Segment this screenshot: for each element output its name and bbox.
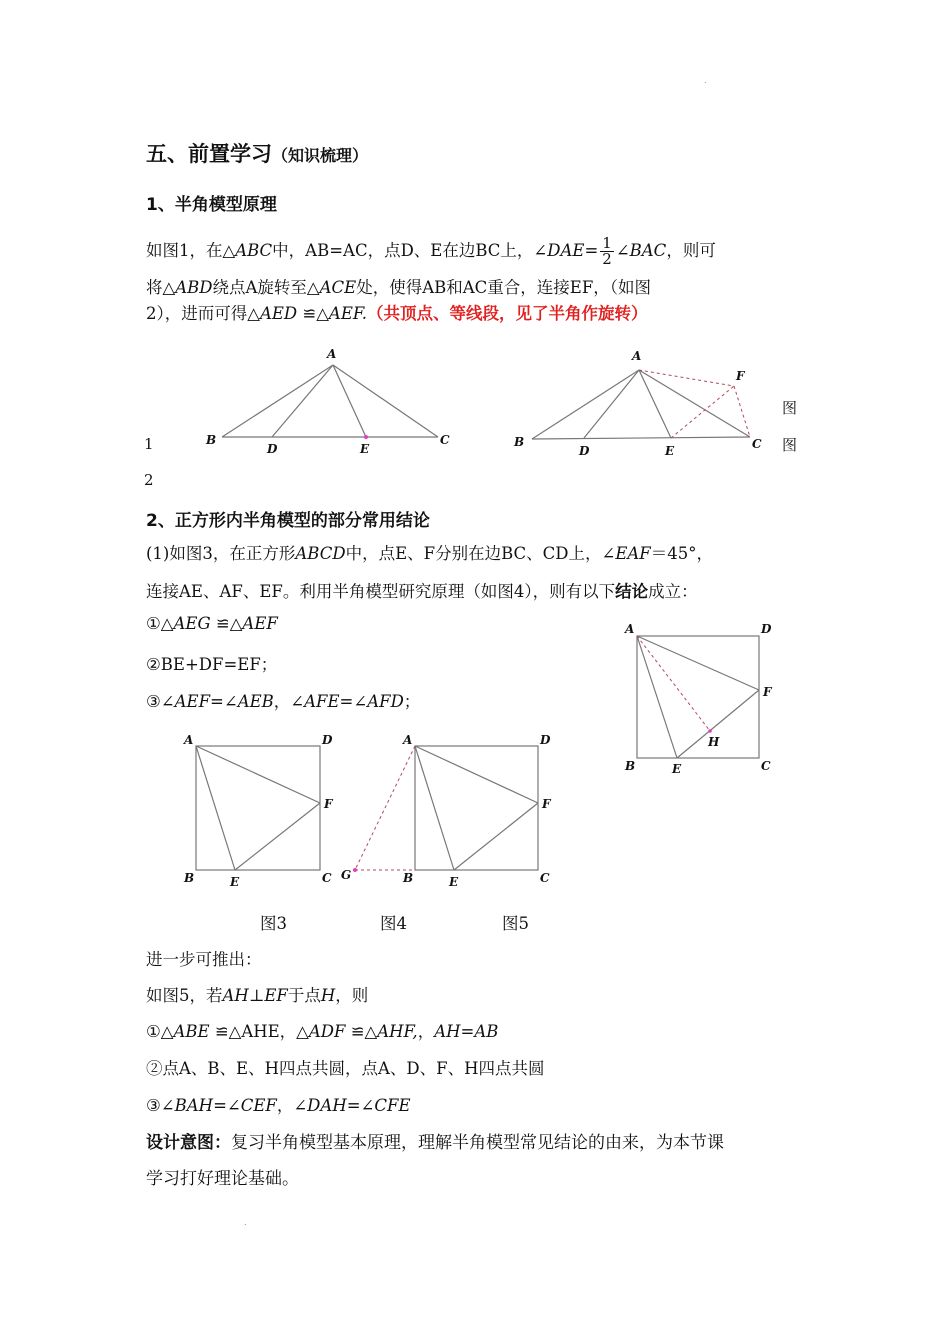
t: 成立： [648, 582, 698, 601]
fig3-label-b: B [184, 871, 195, 885]
design-intent-line1 [146, 1128, 724, 1153]
fig4-label-c: C [540, 871, 550, 885]
sub1-paragraph-line3 [146, 300, 648, 324]
fig1-point-e-dot [364, 435, 368, 439]
t: ADF [308, 1022, 346, 1041]
fig2-label-b: B [514, 435, 525, 449]
fig1-label-e: E [360, 442, 370, 456]
t: AEG [173, 614, 211, 633]
fig4-label-b: B [403, 871, 414, 885]
fig5-line-ae [637, 636, 677, 758]
fig3-line-af [196, 746, 320, 803]
t: EAF [615, 544, 651, 563]
fig3-line-ae [196, 746, 235, 870]
t: ，∠ [273, 692, 305, 711]
figure-3 [178, 730, 338, 895]
t: EF [264, 986, 288, 1005]
fig5-label-c: C [761, 759, 771, 773]
fig4-label-e: E [449, 875, 459, 889]
t: AHF, [377, 1022, 418, 1041]
t: ，则 [335, 986, 369, 1005]
further-conclusion-2: ②点A、B、E、H四点共圆，点A、D、F、H四点共圆 [146, 1059, 545, 1078]
t: ，则可 [666, 241, 716, 260]
fig4-label-a: A [403, 733, 413, 747]
fig1-line-ac [333, 365, 438, 437]
t: = [584, 241, 599, 260]
t: =∠ [210, 692, 238, 711]
t: ③∠ [146, 1096, 175, 1115]
fig4-line-af [415, 746, 538, 803]
fig4-label-g: G [341, 868, 352, 882]
t: ； [403, 692, 421, 711]
t: AFD [367, 692, 404, 711]
t: DAE [547, 241, 585, 260]
t: AH [222, 986, 249, 1005]
fig3-line-ef [235, 803, 320, 870]
fig4-line-ef [454, 803, 538, 870]
section-title-text: 五、前置学习 [146, 142, 272, 166]
stray-dot-bottom: . [244, 1218, 247, 1227]
further-conclusion-1 [146, 1018, 498, 1042]
t: ＝45°， [650, 544, 713, 563]
fig2-line-ad [584, 370, 639, 438]
t: =∠ [346, 1096, 375, 1115]
t: 如图1，在△ [146, 241, 236, 260]
fig4-line-ae [415, 746, 454, 870]
fig4-label-f: F [542, 797, 551, 811]
sub2-paragraph-line2 [146, 578, 698, 602]
t: 绕点A旋转至△ [212, 278, 320, 297]
t: (1)如图3，在正方形 [146, 544, 296, 563]
conclusion-1 [146, 614, 278, 633]
fig3-label-c: C [322, 871, 332, 885]
t: H [320, 986, 336, 1005]
fig2-label-c: C [752, 437, 762, 451]
t: 如图5，若 [146, 986, 223, 1005]
fig4-label-d: D [540, 733, 551, 747]
t: ， [417, 1022, 435, 1041]
fig5-label-h: H [708, 735, 720, 749]
figure-2 [508, 345, 778, 465]
fig2-line-ab [532, 370, 639, 439]
t: 连接AE、AF、EF。利用半角模型研究原理（如图4），则有以下 [146, 582, 616, 601]
section-title-note: （知识梳理） [272, 146, 369, 165]
fig2-line-ef [671, 386, 734, 438]
fig1-number: 1 [144, 435, 154, 453]
fig5-label-d: D [761, 622, 772, 636]
fig1-line-ad [272, 365, 333, 437]
fig-side-label-a: 图 [782, 399, 798, 417]
t: ，∠ [276, 1096, 308, 1115]
fig1-line-ab [222, 365, 333, 437]
t: ⊥ [248, 986, 265, 1005]
t: ≌△ [345, 1022, 378, 1041]
fig2-number: 2 [144, 471, 154, 489]
section-title [146, 138, 368, 168]
t: DAH [307, 1096, 347, 1115]
fig2-label-a: A [632, 349, 642, 363]
t: AEF. [328, 304, 367, 323]
t: ≌△ [297, 304, 329, 323]
design-intent-label: 设计意图： [146, 1133, 231, 1153]
fig5-label-b: B [625, 759, 636, 773]
sub1-paragraph-line2 [146, 274, 651, 298]
fraction-den: 2 [602, 250, 612, 268]
t: CFE [374, 1096, 411, 1115]
sub1-paragraph-line1 [146, 236, 716, 267]
fig1-label-c: C [440, 433, 450, 447]
t: =∠ [213, 1096, 241, 1115]
further-conclusion-3 [146, 1092, 411, 1116]
fig5-point-h-dot [708, 729, 712, 733]
fig4-line-ag [355, 746, 415, 870]
t: ABC [235, 241, 273, 260]
further-intro: 进一步可推出： [146, 950, 262, 969]
figure-5 [620, 620, 780, 780]
sub2-paragraph-line1 [146, 540, 713, 564]
fig2-label-d: D [579, 444, 590, 458]
t: ③∠ [146, 692, 175, 711]
fig2-label-f: F [736, 369, 745, 383]
t: ①△ [146, 614, 174, 633]
figure-4 [338, 730, 558, 895]
fig5-label-a: A [625, 622, 635, 636]
t: ABD [175, 278, 213, 297]
conclusion-3 [146, 688, 420, 712]
t: ∠ [615, 241, 630, 260]
sub1-title: 1、半角模型原理 [146, 195, 277, 215]
fig2-line-bc [532, 437, 750, 439]
fig5-line-af [637, 636, 759, 690]
fig2-line-ac [639, 370, 750, 437]
conclusion-2: ②BE+DF=EF； [146, 655, 278, 674]
t: ABE [173, 1022, 210, 1041]
t: ≌△ [210, 614, 243, 633]
fig5-line-ah [637, 636, 710, 731]
highlight-note: （共顶点、等线段，见了半角作旋转） [367, 304, 648, 323]
t: BAC [629, 241, 667, 260]
t: ABCD [295, 544, 346, 563]
t: AED [259, 304, 298, 323]
t: 于点 [287, 986, 321, 1005]
t: 将△ [146, 278, 176, 297]
design-intent-text1: 复习半角模型基本原理，理解半角模型常见结论的由来，为本节课 [231, 1133, 724, 1153]
t: ①△ [146, 1022, 174, 1041]
t: AEF [242, 614, 278, 633]
t: 中，AB=AC，点D、E在边BC上，∠ [272, 241, 548, 260]
t: BAH [174, 1096, 214, 1115]
fig4-point-g-dot [353, 868, 357, 872]
fig3-label-f: F [324, 797, 333, 811]
fig1-label-d: D [267, 442, 278, 456]
t: 中，点E、F分别在边BC、CD上，∠ [345, 544, 616, 563]
t: ≌△AHE，△ [209, 1022, 309, 1041]
fig5-caption: 图5 [502, 914, 529, 933]
design-intent-line2: 学习打好理论基础。 [146, 1169, 299, 1189]
t: =∠ [339, 692, 368, 711]
fig2-label-e: E [665, 444, 675, 458]
fig3-caption: 图3 [260, 914, 287, 933]
t: AEF [174, 692, 211, 711]
t: AH=AB [434, 1022, 499, 1041]
t: AFE [304, 692, 340, 711]
fraction-half [600, 236, 614, 267]
fig1-label-b: B [206, 433, 217, 447]
fraction-num: 1 [602, 234, 612, 252]
fig5-square [637, 636, 759, 758]
t: 结论 [615, 582, 649, 601]
fig1-label-a: A [327, 347, 337, 361]
fig3-label-d: D [322, 733, 333, 747]
fig-side-label-b: 图 [782, 436, 798, 454]
fig5-label-e: E [672, 762, 682, 776]
t: CEF [240, 1096, 277, 1115]
figure-1 [200, 340, 460, 465]
further-paragraph [146, 982, 368, 1006]
fig5-label-f: F [763, 685, 772, 699]
t: ACE [319, 278, 357, 297]
sub2-title: 2、正方形内半角模型的部分常用结论 [146, 511, 430, 531]
fig3-label-a: A [184, 733, 194, 747]
t: AEB [237, 692, 274, 711]
fig4-caption: 图4 [380, 914, 407, 933]
stray-dot-top: . [704, 76, 707, 85]
t: 2），进而可得△ [146, 304, 260, 323]
fig3-label-e: E [230, 875, 240, 889]
t: 处，使得AB和AC重合，连接EF，（如图 [356, 278, 652, 297]
